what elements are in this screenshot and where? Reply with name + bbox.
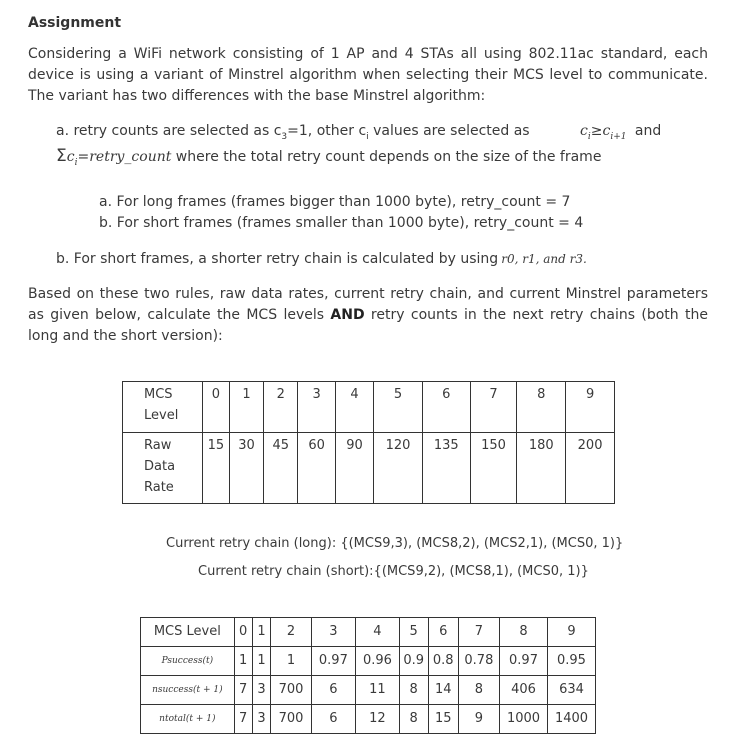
param-level-cell: 4 (356, 618, 399, 647)
nsuccess-cell: 8 (458, 676, 499, 705)
sum-symbol: Σ (56, 146, 67, 166)
ntotal-cell: 1400 (547, 705, 595, 734)
param-level-cell: 1 (252, 618, 271, 647)
rule-a-c3-sub: 3 (281, 131, 288, 142)
rule-a-condition (580, 121, 661, 147)
sum-c: c (66, 149, 75, 165)
para2 (28, 284, 708, 347)
psuccess-cell: 0.97 (311, 647, 356, 676)
rule-a-line1 (56, 121, 530, 147)
level-cell: 9 (566, 382, 615, 433)
param-level-cell: 0 (234, 618, 252, 647)
cond-op: ≥ (590, 123, 603, 139)
sum-var: retry_count (89, 149, 172, 165)
psuccess-label: Psuccess(t) (141, 647, 235, 676)
rule-b (56, 249, 587, 269)
param-level-cell: 3 (311, 618, 356, 647)
nsuccess-cell: 11 (356, 676, 399, 705)
sum-i: i (74, 157, 78, 168)
ntotal-cell: 700 (271, 705, 311, 734)
nsuccess-cell: 3 (252, 676, 271, 705)
chain-short: Current retry chain (short):{(MCS9,2), (MCS8,1), (MCS0, 1)} (198, 564, 589, 579)
ntotal-cell: 9 (458, 705, 499, 734)
para2-bold: AND (330, 307, 365, 323)
nsuccess-cell: 700 (271, 676, 311, 705)
level-cell: 7 (470, 382, 517, 433)
ntotal-cell: 1000 (500, 705, 548, 734)
cond-c2: c (602, 123, 611, 139)
intro-paragraph: Considering a WiFi network consisting of 1 AP and 4 STAs all using 802.11ac standard, each device is using a variant of Minstrel algorithm when selecting their MCS level to communicate. The variant has two differences with the base Minstrel algorithm: (28, 46, 708, 104)
psuccess-cell: 0.95 (547, 647, 595, 676)
level-cell: 4 (335, 382, 373, 433)
ntotal-label: ntotal(t + 1) (141, 705, 235, 734)
param-level-cell: 2 (271, 618, 311, 647)
level-cell: 3 (298, 382, 335, 433)
rate-cell: 180 (517, 433, 566, 504)
nsuccess-cell: 634 (547, 676, 595, 705)
param-table (140, 617, 596, 734)
sub-a1: a. For long frames (frames bigger than 1000 byte), retry_count = 7 (99, 194, 571, 210)
param-level-cell: 7 (458, 618, 499, 647)
level-cell: 0 (202, 382, 229, 433)
rule-b-text: b. For short frames, a shorter retry chain is calculated by using (56, 251, 499, 267)
psuccess-cell: 0.8 (428, 647, 458, 676)
cond-i1: i+1 (610, 131, 627, 142)
psuccess-cell: 0.9 (399, 647, 428, 676)
ntotal-cell: 6 (311, 705, 356, 734)
rate-table-row1-label: MCS Level (123, 382, 203, 433)
ntotal-cell: 7 (234, 705, 252, 734)
rate-cell: 45 (264, 433, 298, 504)
sub-a2: b. For short frames (frames smaller than 1000 byte), retry_count = 4 (99, 215, 584, 231)
psuccess-cell: 0.78 (458, 647, 499, 676)
level-cell: 6 (422, 382, 470, 433)
rule-a-mid2: values are selected as (368, 123, 530, 139)
cond-c: c (580, 123, 588, 139)
rate-cell: 135 (422, 433, 470, 504)
param-level-cell: 9 (547, 618, 595, 647)
psuccess-cell: 1 (271, 647, 311, 676)
param-level-cell: 5 (399, 618, 428, 647)
level-cell: 2 (264, 382, 298, 433)
nsuccess-cell: 406 (500, 676, 548, 705)
rule-b-vars: r0, r1, and r3. (501, 252, 587, 266)
rate-cell: 120 (374, 433, 423, 504)
rate-cell: 15 (202, 433, 229, 504)
rate-table-row2-label: Raw Data Rate (123, 433, 203, 504)
rate-table (122, 381, 615, 504)
cond-i: i (587, 131, 591, 142)
rule-a-line2 (56, 146, 601, 173)
para2-before: Based on these two rules, raw data rates, current retry chain, and current Minstrel parameters as given below, calculate the MCS levels (28, 286, 708, 323)
psuccess-cell: 1 (252, 647, 271, 676)
level-cell: 1 (229, 382, 263, 433)
param-level-cell: 8 (500, 618, 548, 647)
rate-cell: 200 (566, 433, 615, 504)
psuccess-cell: 0.96 (356, 647, 399, 676)
chain-long: Current retry chain (long): {(MCS9,3), (MCS8,2), (MCS2,1), (MCS0, 1)} (166, 536, 624, 551)
rule-a-ci-sub: i (366, 131, 369, 142)
psuccess-cell: 0.97 (500, 647, 548, 676)
rate-cell: 60 (298, 433, 335, 504)
level-cell: 8 (517, 382, 566, 433)
sum-tail: where the total retry count depends on the size of the frame (171, 149, 602, 165)
rate-cell: 30 (229, 433, 263, 504)
sum-eq: = (77, 149, 90, 165)
assignment-heading: Assignment (28, 15, 122, 31)
rule-a-prefix: a. retry counts are selected as c (56, 123, 282, 139)
ntotal-cell: 15 (428, 705, 458, 734)
psuccess-cell: 1 (234, 647, 252, 676)
nsuccess-cell: 8 (399, 676, 428, 705)
rate-cell: 150 (470, 433, 517, 504)
param-header-label: MCS Level (141, 618, 235, 647)
rate-cell: 90 (335, 433, 373, 504)
ntotal-cell: 3 (252, 705, 271, 734)
nsuccess-cell: 7 (234, 676, 252, 705)
ntotal-cell: 8 (399, 705, 428, 734)
rule-a-mid: =1, other c (287, 123, 367, 139)
rule-a-and: and (634, 123, 662, 139)
para2-after: retry counts in the next retry chains (both the long and the short version): (28, 307, 708, 344)
param-level-cell: 6 (428, 618, 458, 647)
nsuccess-label: nsuccess(t + 1) (141, 676, 235, 705)
nsuccess-cell: 6 (311, 676, 356, 705)
nsuccess-cell: 14 (428, 676, 458, 705)
ntotal-cell: 12 (356, 705, 399, 734)
level-cell: 5 (374, 382, 423, 433)
